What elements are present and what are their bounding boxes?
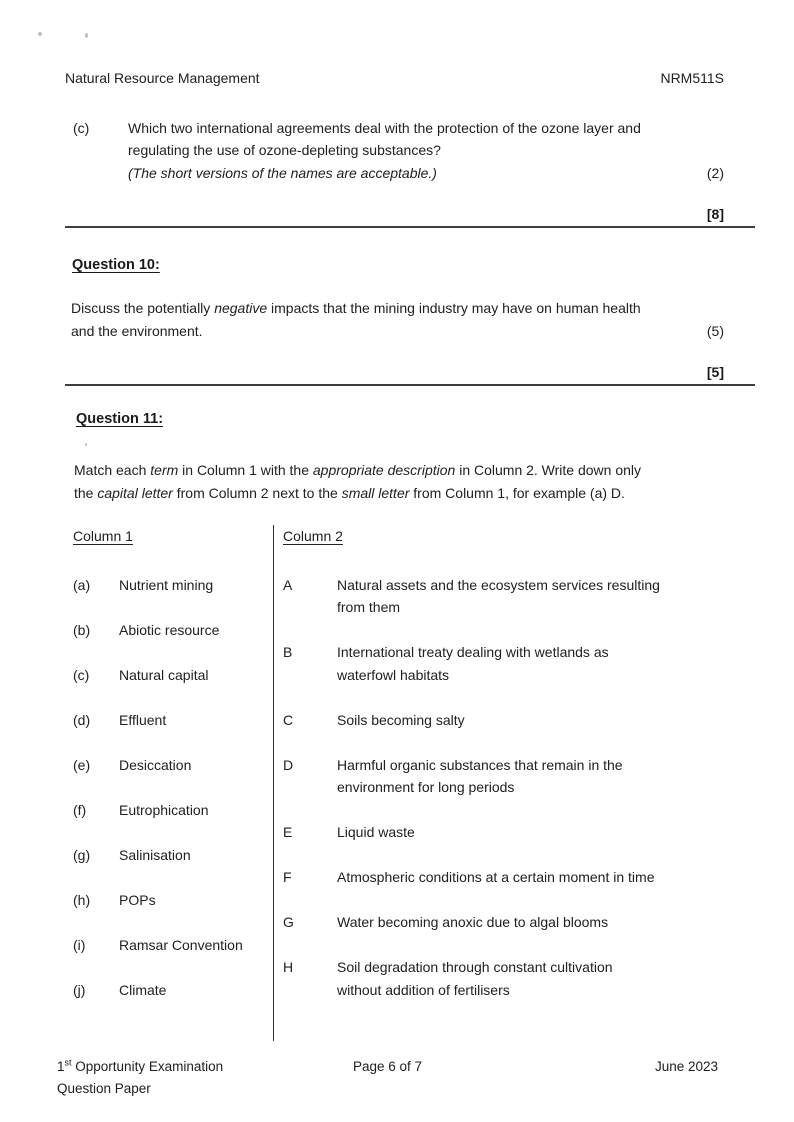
- description-line: environment for long periods: [337, 779, 515, 795]
- course-title: Natural Resource Management: [65, 70, 260, 86]
- question-c-marks: (2): [706, 164, 724, 181]
- item-capital-letter: C: [283, 711, 294, 728]
- text-segment: impacts that the mining industry may have on human health: [267, 300, 641, 316]
- item-small-letter: (d): [73, 711, 91, 728]
- column1-item: [65, 844, 273, 867]
- column-2-items: [283, 574, 754, 1002]
- item-capital-letter: B: [283, 644, 293, 660]
- text-segment: from Column 1, for example (a) D.: [409, 484, 625, 501]
- item-description: [337, 866, 754, 889]
- item-term: Natural capital: [119, 666, 209, 683]
- question-11-title: Question 11:: [76, 410, 164, 427]
- item-capital-letter: D: [283, 756, 294, 773]
- scan-artifact: [38, 32, 42, 36]
- question-10-marks: (5): [706, 322, 724, 339]
- column-1: [65, 525, 273, 1041]
- question-c-text: [128, 117, 724, 162]
- item-capital-letter: F: [283, 869, 292, 885]
- item-small-letter: (b): [73, 621, 91, 638]
- question-10-line2: and the environment.: [71, 322, 203, 339]
- footer-paper-type: Question Paper: [57, 1081, 151, 1096]
- text-segment: Discuss the potentially: [71, 300, 215, 316]
- item-small-letter: (a): [73, 576, 91, 593]
- description-line: Natural assets and the ecosystem services resulting: [337, 576, 660, 593]
- column2-item: [283, 574, 754, 619]
- text-segment: small letter: [341, 484, 410, 501]
- question-c-note-row: [128, 162, 724, 185]
- item-capital-letter: E: [283, 824, 293, 840]
- column1-item: [65, 754, 273, 777]
- question-c-body: [128, 117, 724, 185]
- footer-ordinal-suffix: st: [64, 1057, 72, 1068]
- item-description: [337, 709, 754, 732]
- description-line: without addition of fertilisers: [337, 981, 510, 998]
- item-small-letter: (h): [73, 891, 91, 908]
- question-11-title-wrap: [76, 407, 794, 431]
- question-c-line: regulating the use of ozone-depleting substances?: [128, 142, 441, 158]
- horizontal-rule: [65, 384, 755, 386]
- description-line: waterfowl habitats: [337, 666, 450, 683]
- column2-item: [283, 754, 754, 799]
- item-small-letter: (i): [73, 936, 86, 953]
- text-segment: capital letter: [97, 484, 173, 501]
- item-capital-letter: G: [283, 914, 294, 930]
- text-segment: from Column 2 next to the: [172, 484, 342, 501]
- question-11-intro-line2: [74, 482, 724, 505]
- footer-exam-type: [57, 1056, 292, 1078]
- footer-date: June 2023: [654, 1059, 718, 1074]
- text-segment: appropriate description: [312, 462, 456, 478]
- column2-item: [283, 821, 754, 844]
- section-total-8: [8]: [706, 206, 724, 222]
- question-10-marks-row: [71, 320, 724, 343]
- item-description: [337, 754, 754, 799]
- course-code: NRM511S: [660, 70, 724, 86]
- description-line: from them: [337, 599, 401, 615]
- footer-exam-label: Opportunity Examination: [71, 1059, 224, 1074]
- footer-page-number: Page 6 of 7: [352, 1059, 423, 1074]
- item-description: [337, 911, 754, 934]
- page-footer: [57, 1056, 718, 1100]
- column-1-header: Column 1: [73, 528, 133, 544]
- item-capital-letter: H: [283, 959, 294, 975]
- item-term: POPs: [119, 891, 156, 908]
- column1-item: [65, 979, 273, 1002]
- question-11-intro-line1: [74, 459, 724, 482]
- description-line: Atmospheric conditions at a certain moment in time: [337, 869, 655, 885]
- item-term: Salinisation: [119, 846, 191, 863]
- column2-item: [283, 956, 754, 1001]
- item-small-letter: (j): [73, 981, 86, 998]
- item-term: Climate: [119, 981, 167, 998]
- column1-item: [65, 664, 273, 687]
- item-term: Desiccation: [119, 756, 192, 773]
- item-term: Abiotic resource: [119, 621, 220, 638]
- column2-item: [283, 866, 754, 889]
- text-segment: in Column 1 with the: [178, 462, 313, 478]
- item-description: [337, 641, 754, 686]
- column1-item: [65, 889, 273, 912]
- item-small-letter: (f): [73, 801, 87, 818]
- column1-item: [65, 799, 273, 822]
- page-header: [65, 67, 724, 90]
- scan-artifact: [85, 33, 88, 38]
- item-small-letter: (g): [73, 846, 91, 863]
- column2-item: [283, 641, 754, 686]
- description-line: Liquid waste: [337, 824, 415, 840]
- text-segment: term: [150, 462, 179, 478]
- description-line: Harmful organic substances that remain in the: [337, 756, 623, 773]
- text-segment: Match each: [74, 462, 151, 478]
- description-line: Soil degradation through constant cultivation: [337, 959, 613, 975]
- question-c-block: [65, 117, 724, 185]
- column1-item: [65, 709, 273, 732]
- item-term: Nutrient mining: [119, 576, 214, 593]
- column-2-header: Column 2: [283, 528, 343, 544]
- item-description: [337, 574, 754, 619]
- item-small-letter: (e): [73, 756, 91, 773]
- item-term: Ramsar Convention: [119, 936, 243, 953]
- column2-item: [283, 709, 754, 732]
- question-c-label: (c): [73, 119, 90, 136]
- question-c-note: (The short versions of the names are acceptable.): [128, 164, 437, 181]
- item-term: Effluent: [119, 711, 167, 728]
- footer-ordinal-number: 1: [57, 1059, 65, 1074]
- item-term: Eutrophication: [119, 801, 209, 818]
- item-small-letter: (c): [73, 666, 90, 683]
- footer-left: [57, 1056, 292, 1100]
- column1-item: [65, 619, 273, 642]
- text-segment: in Column 2. Write down only: [455, 462, 642, 478]
- item-description: [337, 821, 754, 844]
- question-10-title-wrap: [72, 253, 794, 277]
- description-line: Water becoming anoxic due to algal blooms: [337, 914, 609, 930]
- question-10-line1: [71, 297, 724, 320]
- description-line: International treaty dealing with wetlands as: [337, 644, 609, 660]
- item-capital-letter: A: [283, 576, 293, 593]
- horizontal-rule: [65, 226, 755, 228]
- column2-item: [283, 911, 754, 934]
- question-10-title: Question 10:: [72, 256, 160, 273]
- section-total-5: [5]: [706, 364, 724, 380]
- matching-table: [65, 525, 754, 1041]
- column-1-items: [65, 574, 273, 1002]
- question-10-paragraph: [71, 297, 724, 342]
- question-11-intro: [74, 459, 724, 504]
- scan-artifact: [85, 443, 87, 446]
- description-line: Soils becoming salty: [337, 711, 465, 728]
- question-c-line: Which two international agreements deal with the protection of the ozone layer and: [128, 119, 641, 136]
- text-segment: the: [74, 484, 98, 501]
- item-description: [337, 956, 754, 1001]
- column1-item: [65, 574, 273, 597]
- column-2: [273, 525, 754, 1041]
- column1-item: [65, 934, 273, 957]
- text-segment: negative: [214, 300, 268, 316]
